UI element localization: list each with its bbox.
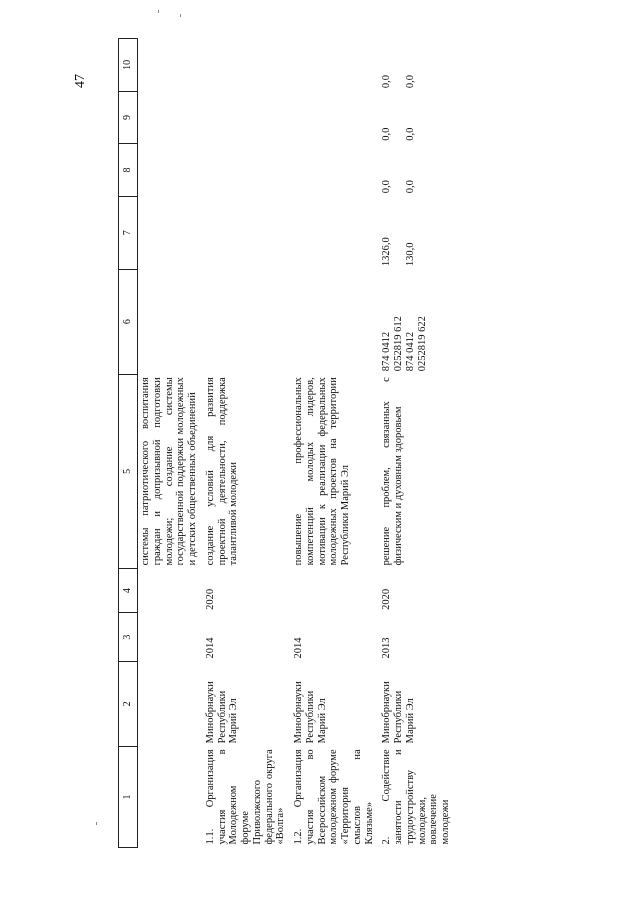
cell-measure — [138, 746, 203, 847]
cell-result: повышение профессиональных компетенций молодых лидеров, мотивации к реализации федеральных молодежных проектов на территории Республики Марий Эл — [293, 377, 351, 566]
cell-result: создание условий для развития проектной деятельности, поддержка талантливой молодежи — [204, 377, 240, 566]
scan-mark — [180, 14, 181, 17]
cell-start-year: 2013 — [381, 637, 393, 659]
cell-value — [203, 196, 291, 269]
cell-value — [138, 91, 203, 144]
amount: 0,0 — [405, 127, 416, 141]
column-header: 3 — [119, 613, 138, 662]
amount: 0,0 — [381, 180, 393, 194]
column-header: 6 — [119, 269, 138, 374]
cell-measure: 2. Содействие занятости и трудоустройству молодежи, вовлечение молодежи — [381, 749, 451, 845]
page-number: 47 — [73, 74, 88, 88]
cell-code — [138, 269, 203, 374]
rotated-table-container — [118, 38, 523, 848]
table-row — [379, 39, 456, 848]
column-header: 2 — [119, 661, 138, 746]
cell-start-year: 2014 — [293, 637, 304, 659]
amount: 0,0 — [405, 180, 416, 194]
budget-code-line: 0252819 612 — [393, 316, 404, 372]
cell-value — [203, 39, 291, 92]
budget-code-line: 0252819 622 — [416, 316, 428, 372]
cell-result: системы патриотического воспитания граждан и допризывной подготовки молодежи; создание системы государственной поддержки молодежных и детских общественных объединений — [140, 377, 198, 566]
cell-end-year — [138, 568, 203, 612]
cell-executor — [138, 661, 203, 746]
budget-table — [118, 38, 456, 848]
table-row — [291, 39, 379, 848]
scan-mark — [96, 822, 97, 825]
cell-executor: Минобрнауки Республики Марий Эл — [381, 681, 416, 744]
cell-value — [291, 91, 379, 144]
column-header: 1 — [119, 746, 138, 847]
cell-value — [379, 91, 456, 144]
budget-code-line: 874 0412 — [381, 331, 393, 372]
cell-executor: Минобрнауки Республики Марий Эл — [293, 681, 328, 744]
table-row — [138, 39, 203, 848]
column-header: 5 — [119, 374, 138, 568]
cell-code — [291, 269, 379, 374]
amount: 0,0 — [381, 75, 393, 89]
cell-value — [379, 39, 456, 92]
column-header: 8 — [119, 144, 138, 197]
amount: 0,0 — [405, 75, 416, 89]
cell-code — [203, 269, 291, 374]
cell-value — [379, 196, 456, 269]
table-row — [203, 39, 291, 848]
column-header: 7 — [119, 196, 138, 269]
cell-start-year — [138, 613, 203, 662]
cell-measure: 1.2. Организация участия во Всероссийском молодежном форуме «Территория смыслов на Клязьме» — [293, 749, 375, 845]
amount: 0,0 — [381, 127, 393, 141]
cell-value — [138, 144, 203, 197]
header-row — [119, 39, 138, 848]
amount: 130,0 — [405, 242, 416, 267]
cell-value — [138, 196, 203, 269]
cell-start-year: 2014 — [204, 637, 216, 659]
cell-end-year — [291, 568, 379, 612]
cell-executor: Минобрнауки Республики Марий Эл — [204, 681, 240, 744]
cell-value — [291, 196, 379, 269]
cell-result: решение проблем, связанных с физическим и духовным здоровьем — [381, 377, 404, 566]
cell-code — [379, 269, 456, 374]
column-header: 9 — [119, 91, 138, 144]
cell-value — [203, 91, 291, 144]
budget-code-line: 874 0412 — [404, 331, 416, 372]
scan-mark — [158, 10, 159, 13]
column-header: 10 — [119, 39, 138, 92]
cell-value — [379, 144, 456, 197]
column-header: 4 — [119, 568, 138, 612]
cell-value — [138, 39, 203, 92]
cell-end-year: 2020 — [204, 588, 216, 610]
cell-measure: 1.1. Организация участия в Молодежном форуме Приволжского федерального округа «Волга» — [204, 749, 287, 845]
cell-end-year: 2020 — [381, 588, 393, 610]
amount: 1326,0 — [381, 237, 393, 267]
cell-value — [291, 144, 379, 197]
cell-value — [291, 39, 379, 92]
cell-value — [203, 144, 291, 197]
